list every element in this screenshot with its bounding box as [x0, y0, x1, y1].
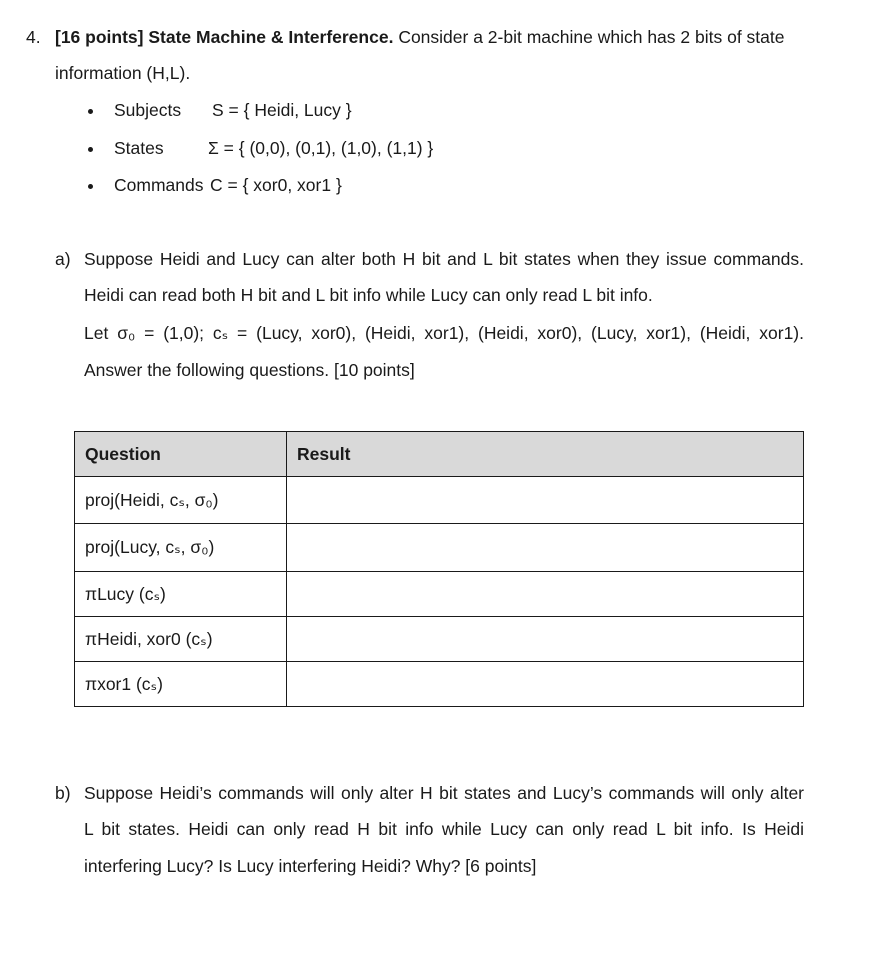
part-a-line4: Answer the following questions. [10 points] — [84, 360, 415, 380]
table-header-row — [75, 432, 804, 477]
definition-states-value: Σ = { (0,0), (0,1), (1,0), (1,1) } — [208, 138, 434, 158]
table-row — [75, 477, 804, 524]
table-header-question: Question — [75, 432, 287, 477]
table-cell-result[interactable] — [287, 477, 804, 524]
part-a-line3: Let σ₀ = (1,0); cₛ = (Lucy, xor0), (Heidi, xor1), (Heidi, xor0), (Lucy, xor1), (Heidi, xor1). — [84, 323, 804, 343]
question-header — [55, 27, 784, 48]
table-cell-result[interactable] — [287, 662, 804, 707]
part-a-line1: Suppose Heidi and Lucy can alter both H bit and L bit states when they issue commands. — [84, 249, 804, 269]
table-cell-result[interactable] — [287, 572, 804, 617]
part-b-line2: L bit states. Heidi can only read H bit info while Lucy can only read L bit info. Is Heidi — [84, 819, 804, 839]
part-a-line2: Heidi can read both H bit and L bit info while Lucy can only read L bit info. — [84, 285, 653, 305]
part-b-marker: b) — [55, 783, 71, 803]
table-header-result: Result — [287, 432, 804, 477]
table-row — [75, 524, 804, 572]
question-title: State Machine & Interference. — [148, 27, 394, 47]
definition-commands-label: Commands — [114, 175, 204, 195]
bullet-icon — [88, 109, 93, 114]
table-cell-result[interactable] — [287, 617, 804, 662]
definition-subjects-value: S = { Heidi, Lucy } — [212, 100, 352, 120]
definition-subjects-label: Subjects — [114, 100, 182, 120]
part-b-line3: interfering Lucy? Is Lucy interfering Heidi? Why? [6 points] — [84, 856, 537, 876]
table-cell-question: πLucy (cₛ) — [75, 572, 287, 617]
definition-commands-value: C = { xor0, xor1 } — [210, 175, 342, 195]
question-points: [16 points] — [55, 27, 144, 47]
table-cell-question: πxor1 (cₛ) — [75, 662, 287, 707]
question-intro-line2: information (H,L). — [55, 63, 191, 83]
questions-table — [74, 431, 804, 707]
table-row — [75, 662, 804, 707]
question-number: 4. — [26, 27, 41, 47]
table-cell-question: proj(Heidi, cₛ, σ₀) — [75, 477, 287, 524]
table-cell-question: proj(Lucy, cₛ, σ₀) — [75, 524, 287, 572]
part-a-marker: a) — [55, 249, 71, 269]
part-b-line1: Suppose Heidi’s commands will only alter H bit states and Lucy’s commands will only alter — [84, 783, 804, 803]
table-row — [75, 617, 804, 662]
table-row — [75, 572, 804, 617]
bullet-icon — [88, 184, 93, 189]
bullet-icon — [88, 147, 93, 152]
definition-states-label: States — [114, 138, 164, 158]
table-cell-result[interactable] — [287, 524, 804, 572]
question-intro-line1: Consider a 2-bit machine which has 2 bits of state — [398, 27, 785, 47]
table-cell-question: πHeidi, xor0 (cₛ) — [75, 617, 287, 662]
